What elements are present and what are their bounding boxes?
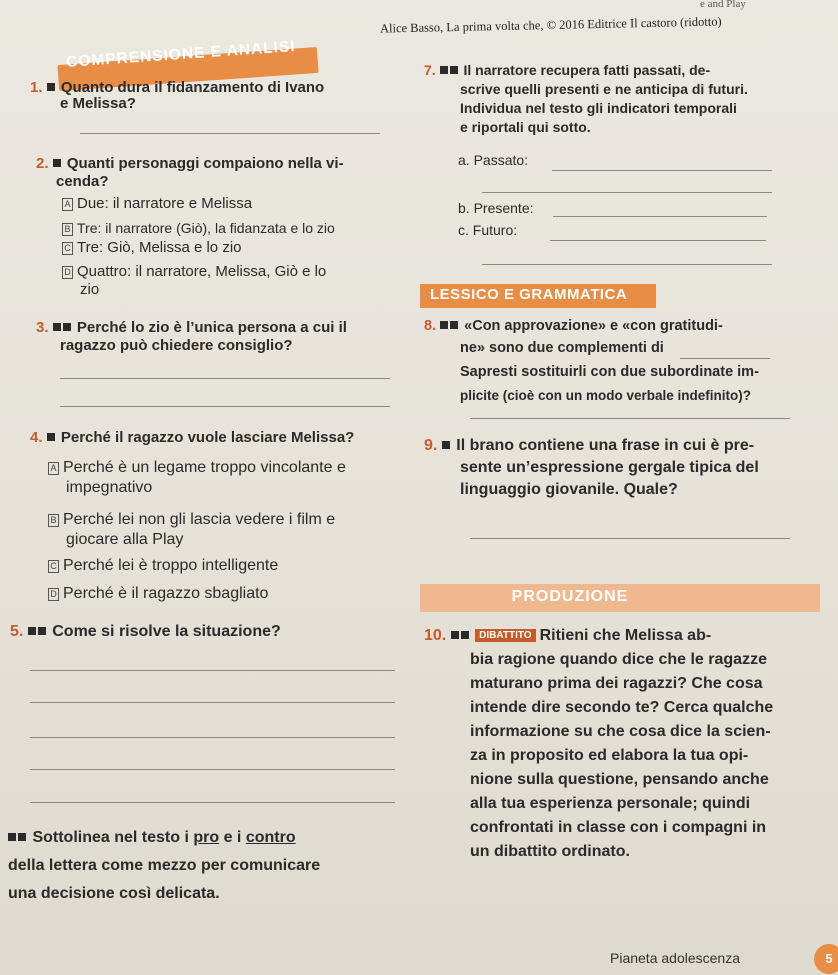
comprensione-heading: COMPRENSIONE E ANALISI — [65, 38, 297, 71]
q2-option-d-cont: zio — [80, 281, 100, 298]
answer-line[interactable] — [30, 769, 395, 770]
q4-option-d[interactable]: D Perché è il ragazzo sbagliato — [48, 584, 268, 604]
page-number: 5 — [814, 944, 838, 974]
answer-line[interactable] — [30, 802, 395, 803]
q7-line3: Individua nel testo gli indicatori temporali — [460, 100, 737, 116]
q4-option-b-cont: giocare alla Play — [66, 531, 184, 548]
q4: 4. Perché il ragazzo vuole lasciare Melissa? — [30, 429, 355, 446]
answer-line[interactable] — [30, 702, 395, 703]
answer-line[interactable] — [482, 192, 772, 193]
q9: 9. Il brano contiene una frase in cui è pre- — [424, 437, 755, 454]
q8-line3: Sapresti sostituirli con due subordinate im- — [460, 364, 759, 380]
q10-line2: bia ragione quando dice che le ragazze — [470, 651, 767, 668]
q7-line4: e riportali qui sotto. — [460, 119, 591, 135]
q8: 8. «Con approvazione» e «con gratitudi- — [424, 318, 723, 334]
source-credit: Alice Basso, La prima volta che, © 2016 Editrice Il castoro (ridotto) — [379, 14, 722, 36]
q10-line7: nione sulla questione, pensando anche — [470, 771, 769, 788]
q2-option-c[interactable]: C Tre: Giò, Melissa e lo zio — [62, 238, 242, 258]
q2-option-a[interactable]: A Due: il narratore e Melissa — [62, 194, 252, 214]
q10-line9: confrontati in classe con i compagni in — [470, 819, 767, 836]
q10-line3: maturano prima dei ragazzi? Che cosa — [470, 675, 763, 692]
q10-line6: za in proposito ed elabora la tua opi- — [470, 747, 749, 764]
produzione-band — [420, 584, 820, 612]
q4-option-a[interactable]: A Perché è un legame troppo vincolante e — [48, 458, 346, 478]
q3: 3. Perché lo zio è l’unica persona a cui il — [36, 319, 347, 336]
footer-title: Pianeta adolescenza — [610, 950, 740, 966]
answer-line[interactable] — [482, 264, 772, 265]
q7-a-label: a. Passato: — [458, 152, 529, 168]
q7-c-label: c. Futuro: — [458, 222, 518, 238]
q10-line5: informazione su che cosa dice la scien- — [470, 723, 771, 740]
answer-line[interactable] — [553, 216, 767, 217]
answer-line[interactable] — [60, 378, 390, 379]
lessico-band — [420, 284, 656, 308]
answer-line[interactable] — [30, 737, 395, 738]
q9-line2: sente un’espressione gergale tipica del — [460, 459, 759, 476]
q7-line2: scrive quelli presenti e ne anticipa di futuri. — [460, 81, 748, 97]
q7-b-label: b. Presente: — [458, 200, 534, 216]
underline-task: Sottolinea nel testo i pro e i contro — [8, 828, 296, 848]
answer-line[interactable] — [550, 240, 766, 241]
top-right-fragment: e and Play — [700, 0, 746, 10]
q4-option-a-cont: impegnativo — [66, 479, 153, 496]
q10-line4: intende dire secondo te? Cerca qualche — [470, 699, 774, 716]
q8-line2: ne» sono due complementi di — [460, 340, 664, 356]
q3-line2: ragazzo può chiedere consiglio? — [60, 337, 293, 354]
q2-line2: cenda? — [56, 173, 109, 190]
q5: 5. Come si risolve la situazione? — [10, 623, 281, 640]
q9-line3: linguaggio giovanile. Quale? — [460, 481, 678, 498]
q10: 10. DIBATTITO Ritieni che Melissa ab- — [424, 627, 712, 644]
q2-option-d[interactable]: D Quattro: il narratore, Melissa, Giò e lo — [62, 262, 326, 282]
q1: 1. Quanto dura il fidanzamento di Ivano — [30, 79, 325, 96]
answer-line[interactable] — [552, 170, 772, 171]
underline-task-line2: della lettera come mezzo per comunicare — [8, 857, 321, 874]
q10-line8: alla tua esperienza personale; quindi — [470, 795, 751, 812]
q4-option-b[interactable]: B Perché lei non gli lascia vedere i film e — [48, 510, 335, 530]
q7: 7. Il narratore recupera fatti passati, de- — [424, 62, 711, 78]
answer-line[interactable] — [60, 406, 390, 407]
q1-line1: Quanto dura il fidanzamento di Ivano — [60, 79, 325, 96]
dibattito-tag: DIBATTITO — [475, 629, 535, 642]
answer-line[interactable] — [30, 670, 395, 671]
lessico-heading: LESSICO E GRAMMATICA — [430, 286, 628, 303]
q10-line10: un dibattito ordinato. — [470, 843, 630, 860]
answer-line[interactable] — [680, 358, 770, 359]
produzione-heading: PRODUZIONE — [511, 588, 629, 605]
answer-line[interactable] — [470, 418, 790, 419]
q2: 2. Quanti personaggi compaiono nella vi- — [36, 155, 344, 172]
q8-line4: plicite (cioè con un modo verbale indefinito)? — [460, 388, 752, 403]
q2-option-b[interactable]: B Tre: il narratore (Giò), la fidanzata e lo zio — [62, 218, 335, 238]
q4-option-c[interactable]: C Perché lei è troppo intelligente — [48, 556, 278, 576]
answer-line[interactable] — [470, 538, 790, 539]
underline-task-line3: una decisione così delicata. — [8, 885, 220, 902]
q1-line2: e Melissa? — [60, 95, 136, 112]
answer-line[interactable] — [80, 133, 380, 134]
